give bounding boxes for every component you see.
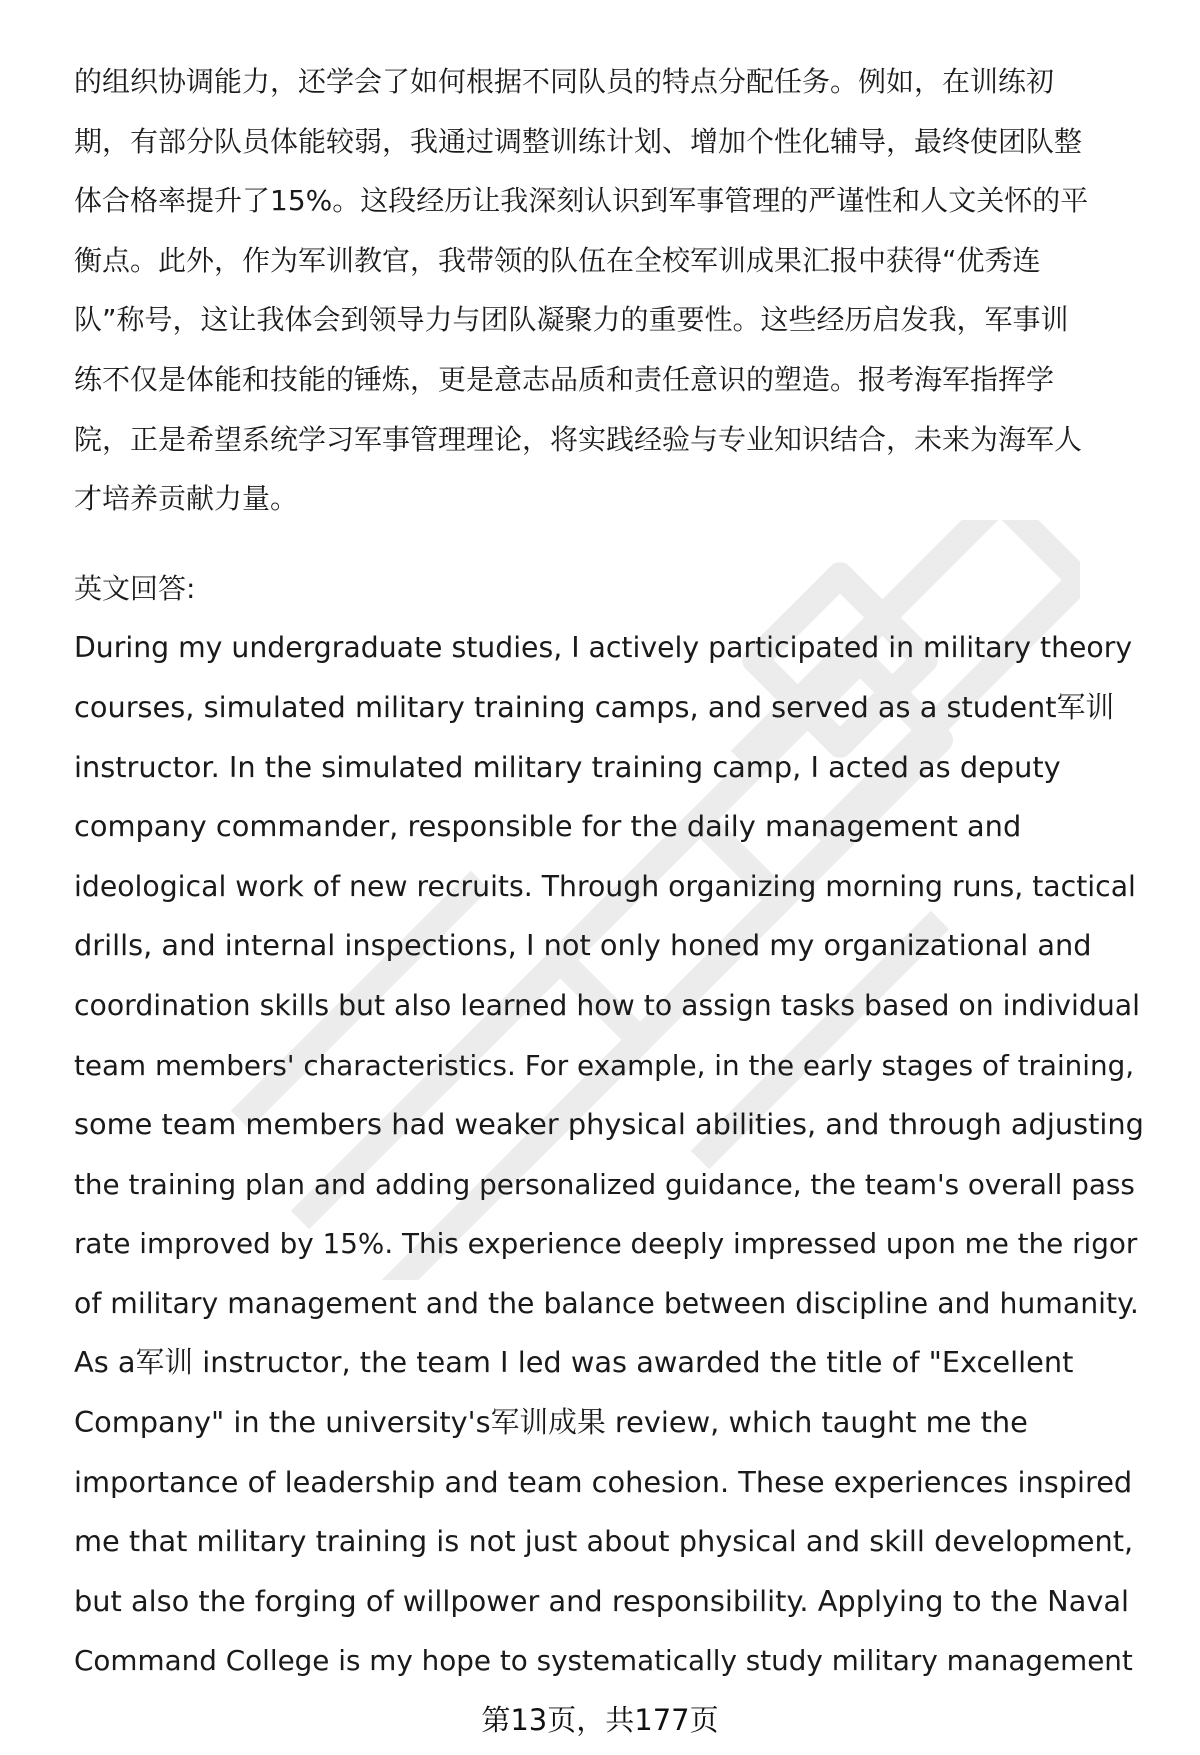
english-line: Command College is my hope to systematically study military management [74,1644,1133,1678]
page-number-footer: 第13页，共177页 [481,1703,719,1737]
english-line: Company" in the university's军训成果 review, which taught me the [74,1405,1028,1440]
english-line: company commander, responsible for the daily management and [74,809,1022,844]
english-line: ideological work of new recruits. Through organizing morning runs, tactical [74,869,1136,903]
english-line: the training plan and adding personalized guidance, the team's overall pass [74,1167,1135,1201]
chinese-line: 院，正是希望系统学习军事管理理论，将实践经验与专业知识结合，未来为海军人 [74,422,1083,456]
chinese-line: 衡点。此外，作为军训教官，我带领的队伍在全校军训成果汇报中获得“优秀连 [74,243,1041,277]
document-body [74,52,1150,1691]
english-line: but also the forging of willpower and responsibility. Applying to the Naval [74,1583,1130,1618]
chinese-line: 练不仅是体能和技能的锤炼，更是意志品质和责任意识的塑造。报考海军指挥学 [74,362,1055,396]
english-line: instructor. In the simulated military training camp, I acted as deputy [74,749,1061,784]
english-line: As a军训 instructor, the team I led was awarded the title of "Excellent [74,1345,1074,1380]
chinese-line: 期，有部分队员体能较弱，我通过调整训练计划、增加个性化辅导，最终使团队整 [74,124,1083,158]
english-line: coordination skills but also learned how to assign tasks based on individual [74,988,1140,1022]
chinese-line: 才培养贡献力量。 [74,482,299,516]
english-answer-label: 英文回答: [74,571,196,605]
chinese-line: 体合格率提升了15%。这段经历让我深刻认识到军事管理的严谨性和人文关怀的平 [74,184,1089,218]
english-line: some team members had weaker physical abilities, and through adjusting [74,1107,1144,1142]
chinese-line: 的组织协调能力，还学会了如何根据不同队员的特点分配任务。例如，在训练初 [74,65,1055,98]
english-line: During my undergraduate studies, I actively participated in military theory [74,631,1133,665]
english-line: importance of leadership and team cohesion. These experiences inspired [74,1464,1133,1499]
english-line: me that military training is not just about physical and skill development, [74,1524,1134,1559]
english-line: courses, simulated military training camps, and served as a student军训 [74,689,1115,724]
english-line: of military management and the balance between discipline and humanity. [74,1286,1139,1320]
english-line: rate improved by 15%. This experience deeply impressed upon me the rigor [74,1227,1138,1261]
english-line: drills, and internal inspections, I not only honed my organizational and [74,928,1092,963]
english-line: team members' characteristics. For example, in the early stages of training, [74,1048,1135,1082]
chinese-line: 队”称号，这让我体会到领导力与团队凝聚力的重要性。这些经历启发我，军事训 [74,303,1069,337]
section-gap [74,529,1150,559]
